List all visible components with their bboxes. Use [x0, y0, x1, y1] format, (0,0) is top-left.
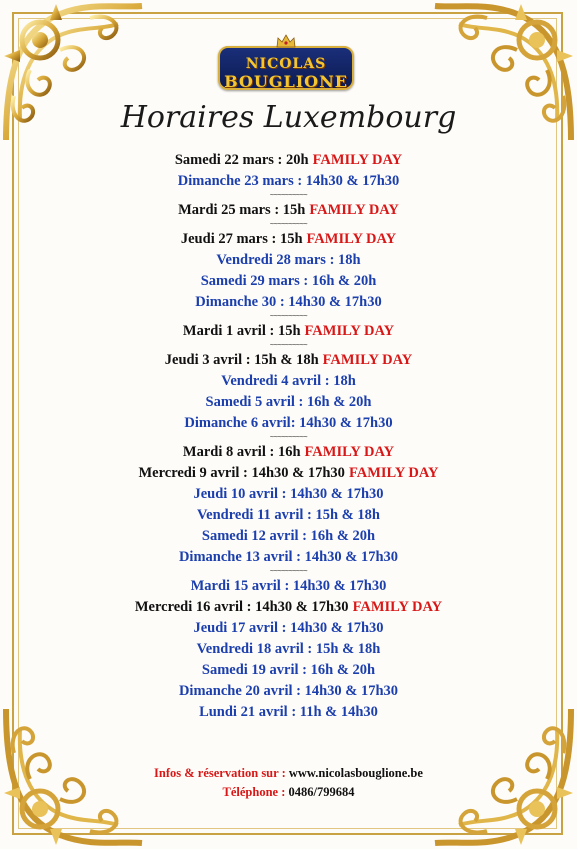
page-title: Horaires Luxembourg — [120, 100, 457, 135]
logo-line-1: NICOLAS — [245, 56, 327, 72]
schedule-row — [0, 702, 577, 723]
schedule-row — [0, 271, 577, 292]
family-day-badge: FAMILY DAY — [348, 465, 439, 481]
footer — [0, 764, 577, 802]
footer-phone-label: Téléphone : — [222, 785, 286, 799]
schedule-separator: ~~~~~~~~~~ — [269, 434, 308, 441]
schedule-separator: ~~~~~~~~~~ — [269, 342, 308, 349]
schedule-row-text: Samedi 19 avril : 16h & 20h — [201, 662, 376, 678]
family-day-badge: FAMILY DAY — [309, 202, 399, 218]
schedule-list — [0, 150, 577, 723]
crown-icon — [276, 34, 296, 48]
schedule-row — [0, 505, 577, 526]
schedule-row — [0, 250, 577, 271]
logo-line-2: BOUGLIONE — [224, 72, 348, 91]
schedule-row-text: Lundi 21 avril : 11h & 14h30 — [199, 704, 378, 720]
schedule-row — [0, 371, 577, 392]
family-day-badge: FAMILY DAY — [304, 323, 395, 339]
schedule-row-text: Vendredi 18 avril : 15h & 18h — [196, 641, 381, 657]
schedule-row — [0, 292, 577, 313]
schedule-row — [0, 660, 577, 681]
schedule-row-text: Vendredi 4 avril : 18h — [221, 373, 356, 389]
schedule-separator: ~~~~~~~~~~ — [269, 192, 308, 199]
schedule-row — [0, 442, 577, 463]
schedule-row-text: Samedi 5 avril : 16h & 20h — [205, 394, 372, 410]
footer-info-label: Infos & réservation sur : — [154, 766, 286, 780]
schedule-separator: ~~~~~~~~~~ — [269, 313, 308, 320]
footer-website-link[interactable]: www.nicolasbouglione.be — [288, 766, 423, 780]
schedule-row-text: Vendredi 11 avril : 15h & 18h — [197, 507, 380, 523]
schedule-row-text: Samedi 29 mars : 16h & 20h — [200, 273, 377, 289]
schedule-row — [0, 150, 577, 171]
schedule-row-text: Mercredi 16 avril : 14h30 & 17h30 — [134, 599, 349, 615]
family-day-badge: FAMILY DAY — [312, 152, 403, 168]
schedule-row — [0, 547, 577, 568]
schedule-row-text: Mardi 1 avril : 15h — [182, 323, 301, 339]
family-day-badge: FAMILY DAY — [304, 444, 395, 460]
schedule-separator: ~~~~~~~~~~ — [269, 568, 308, 575]
schedule-row-text: Jeudi 27 mars : 15h — [180, 231, 303, 247]
schedule-row-text: Dimanche 23 mars : 14h30 & 17h30 — [177, 173, 400, 189]
schedule-row — [0, 681, 577, 702]
nicolas-bouglione-logo — [218, 40, 354, 90]
schedule-row — [0, 576, 577, 597]
schedule-row-text: Vendredi 28 mars : 18h — [216, 252, 361, 268]
schedule-separator: ~~~~~~~~~~ — [269, 221, 308, 228]
schedule-row — [0, 484, 577, 505]
schedule-row-text: Jeudi 10 avril : 14h30 & 17h30 — [193, 486, 384, 502]
schedule-row — [0, 463, 577, 484]
schedule-row-text: Mardi 25 mars : 15h — [178, 202, 306, 218]
schedule-row — [0, 618, 577, 639]
footer-info-line — [0, 764, 577, 783]
schedule-row — [0, 229, 577, 250]
schedule-row — [0, 392, 577, 413]
footer-phone-line — [0, 783, 577, 802]
schedule-row-text: Dimanche 13 avril : 14h30 & 17h30 — [178, 549, 399, 565]
family-day-badge: FAMILY DAY — [322, 352, 413, 368]
family-day-badge: FAMILY DAY — [352, 599, 443, 615]
footer-phone-number[interactable]: 0486/799684 — [288, 785, 355, 799]
schedule-row-text: Mercredi 9 avril : 14h30 & 17h30 — [138, 465, 345, 481]
schedule-row-text: Jeudi 3 avril : 15h & 18h — [164, 352, 319, 368]
family-day-badge: FAMILY DAY — [306, 231, 397, 247]
schedule-row — [0, 413, 577, 434]
schedule-row-text: Jeudi 17 avril : 14h30 & 17h30 — [193, 620, 384, 636]
schedule-row-text: Samedi 12 avril : 16h & 20h — [201, 528, 376, 544]
schedule-row — [0, 526, 577, 547]
schedule-row-text: Dimanche 30 : 14h30 & 17h30 — [195, 294, 382, 310]
schedule-row — [0, 597, 577, 618]
schedule-row-text: Mardi 8 avril : 16h — [182, 444, 301, 460]
schedule-row-text: Mardi 15 avril : 14h30 & 17h30 — [190, 578, 387, 594]
schedule-row — [0, 639, 577, 660]
schedule-row-text: Samedi 22 mars : 20h — [174, 152, 309, 168]
schedule-row — [0, 200, 577, 221]
schedule-row — [0, 171, 577, 192]
schedule-row — [0, 321, 577, 342]
schedule-row-text: Dimanche 20 avril : 14h30 & 17h30 — [178, 683, 399, 699]
schedule-row-text: Dimanche 6 avril: 14h30 & 17h30 — [184, 415, 393, 431]
schedule-row — [0, 350, 577, 371]
logo-plate — [218, 46, 354, 90]
